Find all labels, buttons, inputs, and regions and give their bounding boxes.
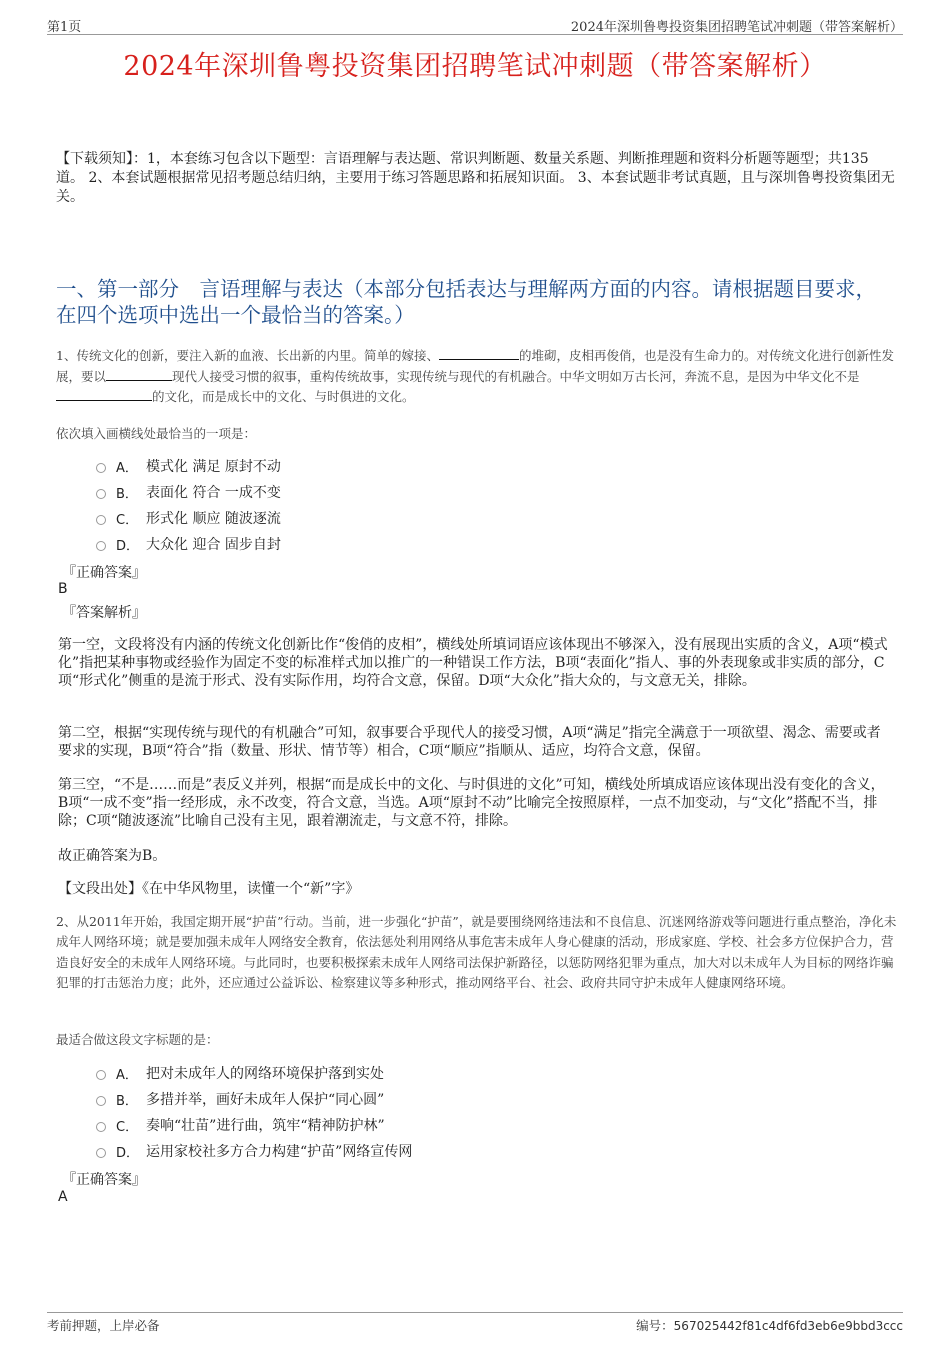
radio-icon[interactable] xyxy=(96,1148,106,1158)
analysis-conclusion: 故正确答案为B。 xyxy=(58,848,167,864)
question-1-options xyxy=(96,453,281,557)
question-2-options xyxy=(96,1060,412,1164)
fill-blank xyxy=(106,368,172,381)
analysis-paragraph-3: 第三空，“不是……而是”表反义并列，根据“而是成长中的文化、与时俱进的文化”可知，横线处所填成语应该体现出没有变化的含义，B项“一成不变”指一经形成，永不改变，符合文意，当选。A项“原封不动”比喻完全按照原样，一点不加变动，与“文化”搭配不当，排除；C项“随波逐流”比喻自己没有主见，跟着潮流走，与文意不符，排除。 xyxy=(58,777,885,829)
footer-code-value: 567025442f81c4df6fd3eb6e9bbd3ccc xyxy=(673,1319,903,1333)
page-header xyxy=(47,14,903,35)
page-footer xyxy=(47,1312,903,1333)
download-notice: 【下载须知】：1，本套练习包含以下题型：言语理解与表达题、常识判断题、数量关系题、判断推理题和资料分析题等题型；共135道。 2、本套试题根据常见招考题总结归纳，主要用于练习答题思路和拓展知识面。 3、本套试题非考试真题，且与深圳鲁粤投资集团无关。 xyxy=(56,151,895,205)
option-text: 表面化 符合 一成不变 xyxy=(146,485,281,501)
option-d[interactable] xyxy=(96,531,281,557)
answer-label: 『正确答案』 xyxy=(62,565,146,581)
analysis-label: 『答案解析』 xyxy=(62,605,146,621)
option-letter: C． xyxy=(116,1119,139,1135)
page-number: 第1页 xyxy=(47,20,82,35)
option-letter: B． xyxy=(116,1093,138,1109)
question-1-prompt: 依次填入画横线处最恰当的一项是： xyxy=(56,426,257,441)
radio-icon[interactable] xyxy=(96,515,106,525)
option-c[interactable] xyxy=(96,505,281,531)
question-1-text-part: 现代人接受习惯的叙事，重构传统故事，实现传统与现代的有机融合。中华文明如万古长河，奔流不息，是因为中华文化不是 xyxy=(172,368,860,384)
option-text: 模式化 满足 原封不动 xyxy=(146,459,281,475)
radio-icon[interactable] xyxy=(96,1122,106,1132)
section-title: 一、第一部分 言语理解与表达（本部分包括表达与理解两方面的内容。请根据题目要求，在四个选项中选出一个最恰当的答案。） xyxy=(56,277,876,327)
radio-icon[interactable] xyxy=(96,1096,106,1106)
option-text: 把对未成年人的网络环境保护落到实处 xyxy=(146,1066,384,1082)
header-doc-title: 2024年深圳鲁粤投资集团招聘笔试冲刺题（带答案解析） xyxy=(570,20,903,35)
option-text: 大众化 迎合 固步自封 xyxy=(146,537,281,553)
analysis-paragraph-1: 第一空，文段将没有内涵的传统文化创新比作“俊俏的皮相”，横线处所填词语应该体现出不够深入，没有展现出实质的含义，A项“模式化”指把某种事物或经验作为固定不变的标准样式加以推广的一种错误工作方法，B项“表面化”指人、事的外表现象或非实质的部分，C项“形式化”侧重的是流于形式、没有实际作用，均符合文意，保留。D项“大众化”指大众的，与文意无关，排除。 xyxy=(58,637,888,689)
analysis-paragraph-2: 第二空，根据“实现传统与现代的有机融合”可知，叙事要合乎现代人的接受习惯，A项“满足”指完全满意于一项欲望、渴念、需要或者要求的实现，B项“符合”指（数量、形状、情节等）相合，C项“顺应”指顺从、适应，均符合文意，保留。 xyxy=(58,725,881,759)
question-1-text-part: 的文化，而是成长中的文化、与时俱进的文化。 xyxy=(152,389,415,404)
option-letter: C． xyxy=(116,512,139,528)
fill-blank xyxy=(439,347,519,360)
radio-icon[interactable] xyxy=(96,463,106,473)
question-2-text: 2、从2011年开始，我国定期开展“护苗”行动。当前，进一步强化“护苗”，就是要围绕网络违法和不良信息、沉迷网络游戏等问题进行重点整治，净化未成年人网络环境；就是要加强未成年人网络安全教育，依法惩处利用网络从事危害未成年人身心健康的活动，形成家庭、学校、社会多方位保护合力，营造良好安全的未成年人网络环境。与此同时，也要积极探索未成年人网络司法保护新路径，以惩防网络犯罪为重点，加大对以未成年人为目标的网络诈骗犯罪的打击惩治力度；此外，还应通过公益诉讼、检察建议等多种形式，推动网络平台、社会、政府共同守护未成年人健康网络环境。 xyxy=(56,914,897,990)
option-letter: D． xyxy=(116,538,140,554)
option-a[interactable] xyxy=(96,453,281,479)
option-letter: B． xyxy=(116,486,138,502)
radio-icon[interactable] xyxy=(96,541,106,551)
source-citation: 【文段出处】《在中华风物里，读懂一个“新”字》 xyxy=(58,881,360,897)
footer-code xyxy=(636,1316,903,1334)
footer-slogan: 考前押题，上岸必备 xyxy=(47,1318,160,1333)
option-text: 运用家校社多方合力构建“护苗”网络宣传网 xyxy=(146,1144,413,1160)
option-b[interactable] xyxy=(96,1086,412,1112)
document-title: 2024年深圳鲁粤投资集团招聘笔试冲刺题（带答案解析） xyxy=(123,51,827,82)
question-2-prompt: 最适合做这段文字标题的是： xyxy=(56,1032,219,1047)
radio-icon[interactable] xyxy=(96,489,106,499)
question-1-text-part: 1、传统文化的创新，要注入新的血液、长出新的内里。简单的嫁接、 xyxy=(56,348,439,363)
option-letter: A． xyxy=(116,460,138,476)
option-d[interactable] xyxy=(96,1138,412,1164)
option-c[interactable] xyxy=(96,1112,412,1138)
radio-icon[interactable] xyxy=(96,1070,106,1080)
option-a[interactable] xyxy=(96,1060,412,1086)
question-1-text-part: 的堆砌，皮相再俊俏，也是没有生命力的。对传统文化进行创新性发展，要以 xyxy=(56,348,894,384)
fill-blank xyxy=(56,388,152,401)
answer-value: A xyxy=(58,1189,68,1205)
footer-code-label: 编号： xyxy=(636,1318,674,1333)
option-text: 形式化 顺应 随波逐流 xyxy=(146,511,281,527)
answer-value: B xyxy=(58,581,68,597)
option-text: 奏响“壮苗”进行曲，筑牢“精神防护林” xyxy=(146,1118,385,1134)
option-letter: A． xyxy=(116,1067,138,1083)
answer-label: 『正确答案』 xyxy=(62,1172,146,1188)
option-letter: D． xyxy=(116,1145,140,1161)
question-1-text xyxy=(56,346,898,408)
option-b[interactable] xyxy=(96,479,281,505)
option-text: 多措并举，画好未成年人保护“同心圆” xyxy=(146,1092,385,1108)
